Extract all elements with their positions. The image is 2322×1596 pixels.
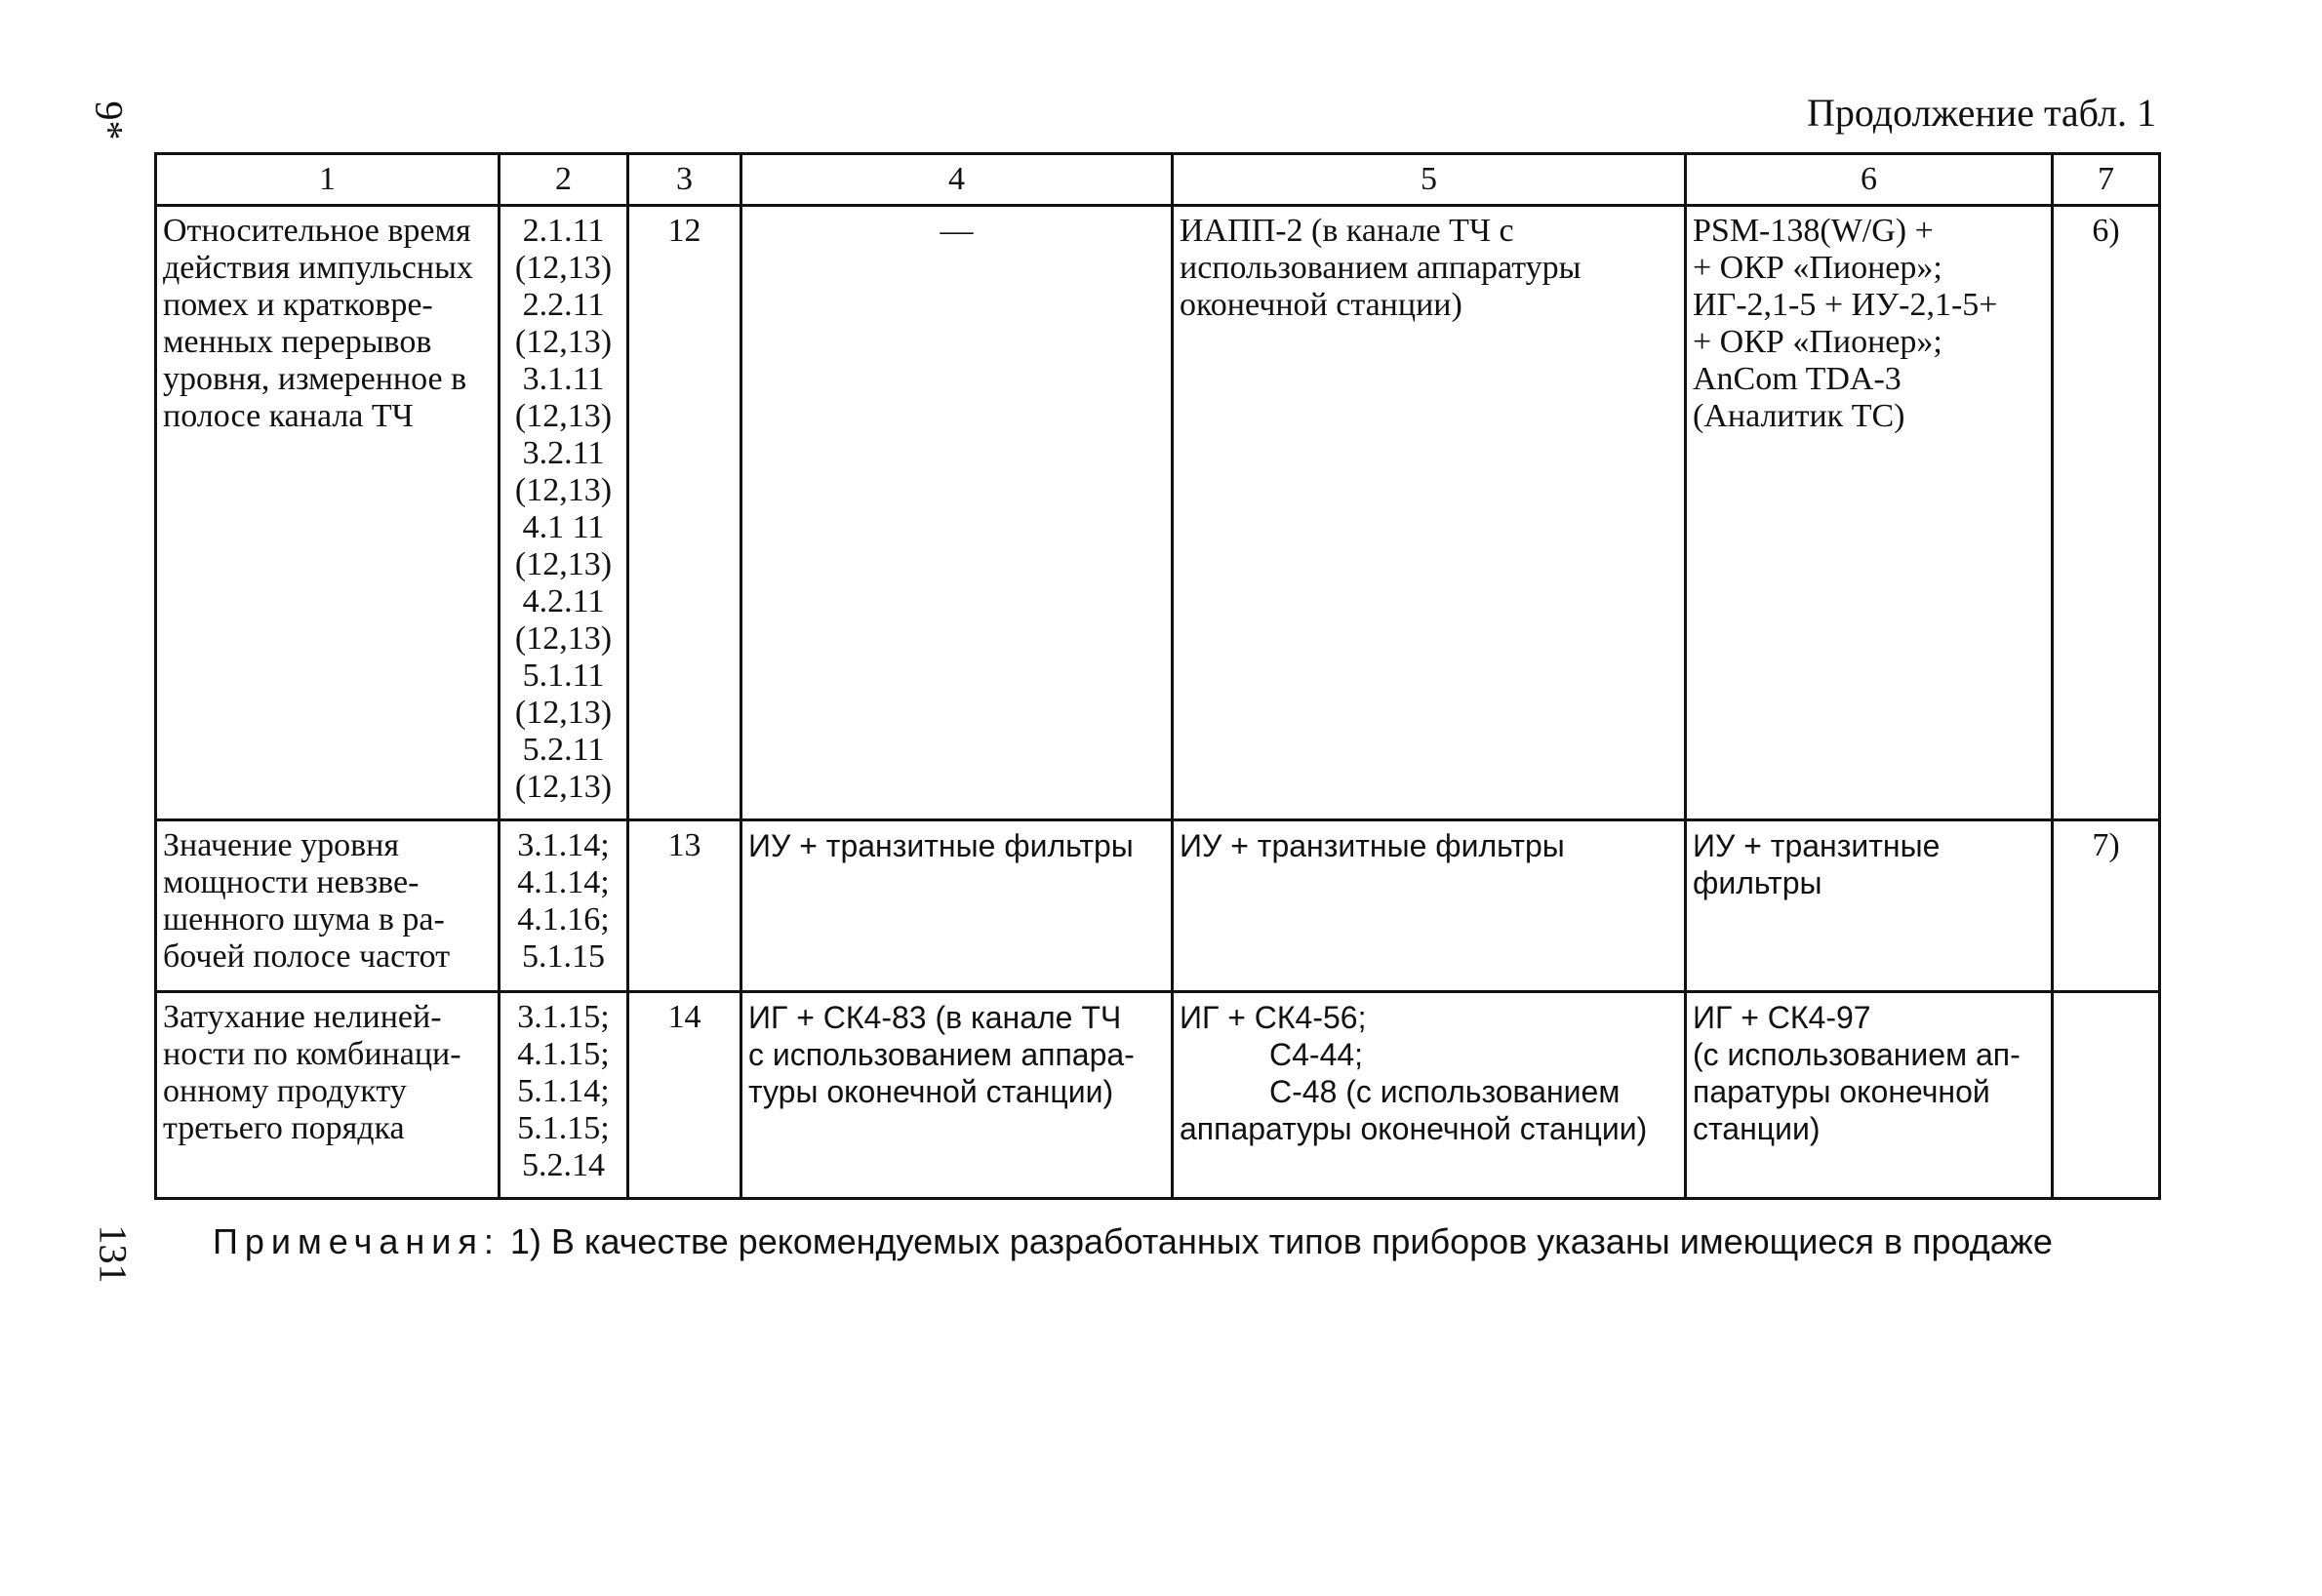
cell-line: ИУ + транзитные фильтры [1180,828,1565,863]
clause-cell [500,992,628,1199]
cell-line: (12,13) [514,324,613,360]
cell-line: 4.1.16; [517,901,610,938]
parameter-cell [156,992,500,1199]
method-cell [1173,206,1686,820]
cell-line: третьего порядка [163,1110,405,1146]
cell-line: Относительное время [163,213,471,249]
cell-line: станции) [1693,1111,1821,1146]
notes-label: Примечания: [213,1221,500,1261]
table-row [156,206,2160,820]
cell-line: ности по комбинаци- [163,1036,461,1072]
cell-line: 5.1.11 [522,658,605,694]
cell-line: (12,13) [514,250,613,286]
page-number: 131 [91,1224,136,1284]
cell-line: + ОКР «Пионер»; [1693,324,1942,360]
cell-line: С-48 (с использованием [1269,1074,1621,1109]
cell-line: AnCom TDA-3 [1693,361,1902,397]
cell-line: PSM-138(W/G) + [1693,213,1934,249]
cell-line: 5.2.11 [522,732,605,768]
cell-line: оконечной станции) [1180,287,1462,323]
header-col-3: 3 [628,154,741,206]
notes-text: 1) В качестве рекомендуемых разработанных типов приборов указаны имеющиеся в продаже [509,1221,2053,1261]
cell-line: помех и кратковре- [163,287,433,323]
cell-line: Затухание нелиней- [163,999,442,1035]
cell-line: ИГ-2,1-5 + ИУ-2,1-5+ [1693,287,1998,323]
cell-line: ИГ + СК4-56; [1180,1000,1367,1035]
recommended-device-cell [1686,992,2053,1199]
cell-line: ИАПП-2 (в канале ТЧ с [1180,213,1514,249]
cell-line: 2.1.11 [522,213,605,249]
header-col-2: 2 [500,154,628,206]
measurement-table [154,152,2161,1200]
note-ref-cell: 7) [2053,820,2160,992]
clause-cell [500,820,628,992]
row-number-cell: 12 [628,206,741,820]
recommended-device-cell [1686,820,2053,992]
header-col-6: 6 [1686,154,2053,206]
cell-line: 3.1.11 [522,361,605,397]
cell-line: (с использованием ап- [1693,1037,2021,1072]
cell-line: (12,13) [514,546,613,582]
header-col-1: 1 [156,154,500,206]
instrument-cell [741,820,1173,992]
cell-line: 5.1.15 [522,938,605,975]
header-col-5: 5 [1173,154,1686,206]
cell-line: ИГ + СК4-97 [1693,1000,1871,1035]
cell-line: 5.1.15; [517,1110,610,1146]
cell-line: 4.2.11 [522,583,605,619]
cell-line: + ОКР «Пионер»; [1693,250,1942,286]
row-number-cell: 13 [628,820,741,992]
page-side-mark-top: 9* [87,100,132,140]
method-cell [1173,820,1686,992]
instrument-cell [741,206,1173,820]
cell-line: 3.2.11 [522,435,605,471]
cell-line: аппаратуры оконечной станции) [1180,1111,1648,1146]
cell-line: 5.1.14; [517,1073,610,1109]
cell-line: фильтры [1693,865,1822,900]
table-row [156,820,2160,992]
cell-line: ИГ + СК4-83 (в канале ТЧ [748,1000,1122,1035]
cell-line: использованием аппаратуры [1180,250,1581,286]
cell-line: 4.1.15; [517,1036,610,1072]
note-ref-cell: 6) [2053,206,2160,820]
cell-line: бочей полосе частот [163,938,451,975]
table-continuation-caption: Продолжение табл. 1 [1807,91,2156,135]
cell-line: ИУ + транзитные [1693,828,1941,863]
cell-line: туры оконечной станции) [748,1074,1114,1109]
parameter-cell [156,206,500,820]
cell-line: уровня, измеренное в [163,361,467,397]
cell-line: паратуры оконечной [1693,1074,1990,1109]
cell-line: шенного шума в ра- [163,901,445,938]
header-col-7: 7 [2053,154,2160,206]
cell-line: (Аналитик ТС) [1693,398,1905,434]
note-ref-cell [2053,992,2160,1199]
header-col-4: 4 [741,154,1173,206]
cell-line: ИУ + транзитные фильтры [748,828,1134,863]
notes-paragraph [213,1221,2053,1262]
cell-line: 2.2.11 [522,287,605,323]
method-cell [1173,992,1686,1199]
cell-line: 4.1 11 [522,509,605,545]
cell-line: — [940,213,974,249]
cell-line: (12,13) [514,472,613,508]
cell-line: (12,13) [514,620,613,657]
table-row [156,992,2160,1199]
row-number-cell: 14 [628,992,741,1199]
cell-line: (12,13) [514,398,613,434]
cell-line: полосе канала ТЧ [163,398,414,434]
cell-line: (12,13) [514,695,613,731]
cell-line: мощности невзве- [163,864,420,900]
cell-line: С4-44; [1269,1037,1364,1072]
cell-line: 3.1.15; [517,999,610,1035]
cell-line: 4.1.14; [517,864,610,900]
table-header-row [156,154,2160,206]
recommended-device-cell [1686,206,2053,820]
instrument-cell [741,992,1173,1199]
cell-line: Значение уровня [163,827,400,863]
cell-line: действия импульсных [163,250,473,286]
cell-line: онному продукту [163,1073,407,1109]
cell-line: (12,13) [514,769,613,805]
cell-line: с использованием аппара- [748,1037,1135,1072]
clause-cell [500,206,628,820]
parameter-cell [156,820,500,992]
cell-line: 5.2.14 [522,1147,605,1183]
cell-line: менных перерывов [163,324,432,360]
cell-line: 3.1.14; [517,827,610,863]
